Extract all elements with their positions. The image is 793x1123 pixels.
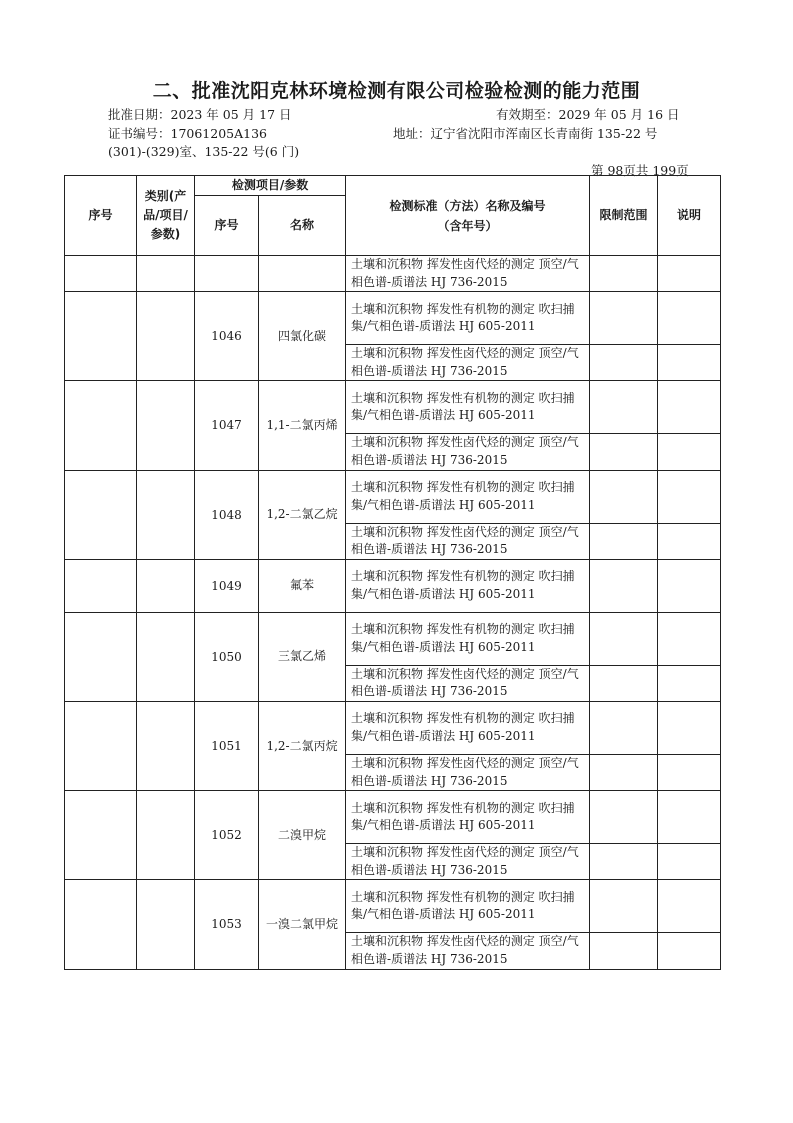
- cell-category: [137, 880, 195, 969]
- header-limit: 限制范围: [590, 176, 658, 256]
- table-row: [65, 256, 721, 292]
- cell-limit: [590, 381, 658, 434]
- page-title: 二、批准沈阳克林环境检测有限公司检验检测的能力范围: [152, 80, 641, 102]
- cell-limit: [590, 754, 658, 790]
- cell-note: [658, 381, 721, 434]
- cell-category: [137, 292, 195, 381]
- cell-standard: 土壤和沉积物 挥发性卤代烃的测定 顶空/气相色谱-质谱法 HJ 736-2015: [346, 844, 590, 880]
- cell-item-seq: 1052: [195, 791, 259, 880]
- rooms: (301)-(329)室、135-22 号(6 门): [108, 144, 300, 159]
- cell-seq: [65, 470, 137, 559]
- cell-limit: [590, 256, 658, 292]
- header-item-seq: 序号: [195, 196, 259, 256]
- cell-standard: 土壤和沉积物 挥发性卤代烃的测定 顶空/气相色谱-质谱法 HJ 736-2015: [346, 434, 590, 470]
- cell-seq: [65, 559, 137, 612]
- cell-note: [658, 434, 721, 470]
- cell-note: [658, 256, 721, 292]
- cell-category: [137, 612, 195, 701]
- cell-standard: 土壤和沉积物 挥发性有机物的测定 吹扫捕集/气相色谱-质谱法 HJ 605-2011: [346, 791, 590, 844]
- cell-standard: 土壤和沉积物 挥发性卤代烃的测定 顶空/气相色谱-质谱法 HJ 736-2015: [346, 665, 590, 701]
- cell-note: [658, 791, 721, 844]
- table-row: [65, 880, 721, 933]
- cell-note: [658, 345, 721, 381]
- cell-item-seq: 1046: [195, 292, 259, 381]
- cell-standard: 土壤和沉积物 挥发性有机物的测定 吹扫捕集/气相色谱-质谱法 HJ 605-2011: [346, 470, 590, 523]
- cell-limit: [590, 701, 658, 754]
- address: 地址：辽宁省沈阳市浑南区长青南街 135-22 号: [393, 126, 658, 141]
- cell-item-seq: 1051: [195, 701, 259, 790]
- cell-standard: 土壤和沉积物 挥发性卤代烃的测定 顶空/气相色谱-质谱法 HJ 736-2015: [346, 256, 590, 292]
- cell-standard: 土壤和沉积物 挥发性卤代烃的测定 顶空/气相色谱-质谱法 HJ 736-2015: [346, 933, 590, 969]
- cell-limit: [590, 292, 658, 345]
- cell-standard: 土壤和沉积物 挥发性有机物的测定 吹扫捕集/气相色谱-质谱法 HJ 605-2011: [346, 880, 590, 933]
- valid-until: 有效期至：2029 年 05 月 16 日: [496, 107, 680, 122]
- cell-item-seq: 1053: [195, 880, 259, 969]
- header-note: 说明: [658, 176, 721, 256]
- cell-note: [658, 880, 721, 933]
- cell-category: [137, 791, 195, 880]
- cell-category: [137, 256, 195, 292]
- cell-standard: 土壤和沉积物 挥发性卤代烃的测定 顶空/气相色谱-质谱法 HJ 736-2015: [346, 754, 590, 790]
- cell-note: [658, 933, 721, 969]
- cell-seq: [65, 880, 137, 969]
- cell-item-name: [259, 256, 346, 292]
- cell-limit: [590, 612, 658, 665]
- certificate-number: 证书编号：17061205A136: [108, 126, 268, 141]
- cell-limit: [590, 434, 658, 470]
- cell-limit: [590, 559, 658, 612]
- cell-category: [137, 559, 195, 612]
- cell-limit: [590, 880, 658, 933]
- cell-item-seq: 1047: [195, 381, 259, 470]
- cell-note: [658, 559, 721, 612]
- table-row: [65, 559, 721, 612]
- cell-note: [658, 292, 721, 345]
- cell-item-name: 一溴二氯甲烷: [259, 880, 346, 969]
- cell-item-name: 1,2-二氯丙烷: [259, 701, 346, 790]
- table-row: [65, 701, 721, 754]
- header-item-group: 检测项目/参数: [195, 176, 346, 196]
- cell-note: [658, 701, 721, 754]
- table-row: [65, 381, 721, 434]
- cell-standard: 土壤和沉积物 挥发性有机物的测定 吹扫捕集/气相色谱-质谱法 HJ 605-2011: [346, 701, 590, 754]
- cell-limit: [590, 791, 658, 844]
- table-row: [65, 791, 721, 844]
- cell-standard: 土壤和沉积物 挥发性有机物的测定 吹扫捕集/气相色谱-质谱法 HJ 605-2011: [346, 292, 590, 345]
- cell-seq: [65, 701, 137, 790]
- cell-limit: [590, 345, 658, 381]
- approval-date: 批准日期：2023 年 05 月 17 日: [108, 107, 292, 122]
- cell-standard: 土壤和沉积物 挥发性有机物的测定 吹扫捕集/气相色谱-质谱法 HJ 605-2011: [346, 612, 590, 665]
- page-number: 第 98页共 199页: [591, 163, 689, 178]
- cell-standard: 土壤和沉积物 挥发性卤代烃的测定 顶空/气相色谱-质谱法 HJ 736-2015: [346, 345, 590, 381]
- cell-item-seq: 1049: [195, 559, 259, 612]
- cell-item-seq: 1050: [195, 612, 259, 701]
- table-row: [65, 612, 721, 665]
- table-row: [65, 292, 721, 345]
- cell-note: [658, 523, 721, 559]
- cell-seq: [65, 381, 137, 470]
- header-seq: 序号: [65, 176, 137, 256]
- header-standard: 检测标准（方法）名称及编号（含年号）: [346, 176, 590, 256]
- header-item-name: 名称: [259, 196, 346, 256]
- cell-item-name: 二溴甲烷: [259, 791, 346, 880]
- cell-seq: [65, 791, 137, 880]
- cell-category: [137, 701, 195, 790]
- cell-item-name: 三氯乙烯: [259, 612, 346, 701]
- cell-seq: [65, 292, 137, 381]
- cell-standard: 土壤和沉积物 挥发性卤代烃的测定 顶空/气相色谱-质谱法 HJ 736-2015: [346, 523, 590, 559]
- cell-standard: 土壤和沉积物 挥发性有机物的测定 吹扫捕集/气相色谱-质谱法 HJ 605-2011: [346, 559, 590, 612]
- cell-item-seq: [195, 256, 259, 292]
- cell-limit: [590, 665, 658, 701]
- cell-item-seq: 1048: [195, 470, 259, 559]
- cell-note: [658, 844, 721, 880]
- cell-note: [658, 754, 721, 790]
- cell-category: [137, 470, 195, 559]
- cell-note: [658, 612, 721, 665]
- cell-item-name: 四氯化碳: [259, 292, 346, 381]
- cell-standard: 土壤和沉积物 挥发性有机物的测定 吹扫捕集/气相色谱-质谱法 HJ 605-2011: [346, 381, 590, 434]
- cell-item-name: 1,1-二氯丙烯: [259, 381, 346, 470]
- cell-limit: [590, 844, 658, 880]
- cell-limit: [590, 933, 658, 969]
- header-category: 类别(产品/项目/参数): [137, 176, 195, 256]
- cell-category: [137, 381, 195, 470]
- capability-table: [64, 175, 721, 970]
- cell-limit: [590, 523, 658, 559]
- cell-item-name: 1,2-二氯乙烷: [259, 470, 346, 559]
- cell-note: [658, 665, 721, 701]
- cell-limit: [590, 470, 658, 523]
- cell-note: [658, 470, 721, 523]
- cell-item-name: 氟苯: [259, 559, 346, 612]
- cell-seq: [65, 612, 137, 701]
- cell-seq: [65, 256, 137, 292]
- table-row: [65, 470, 721, 523]
